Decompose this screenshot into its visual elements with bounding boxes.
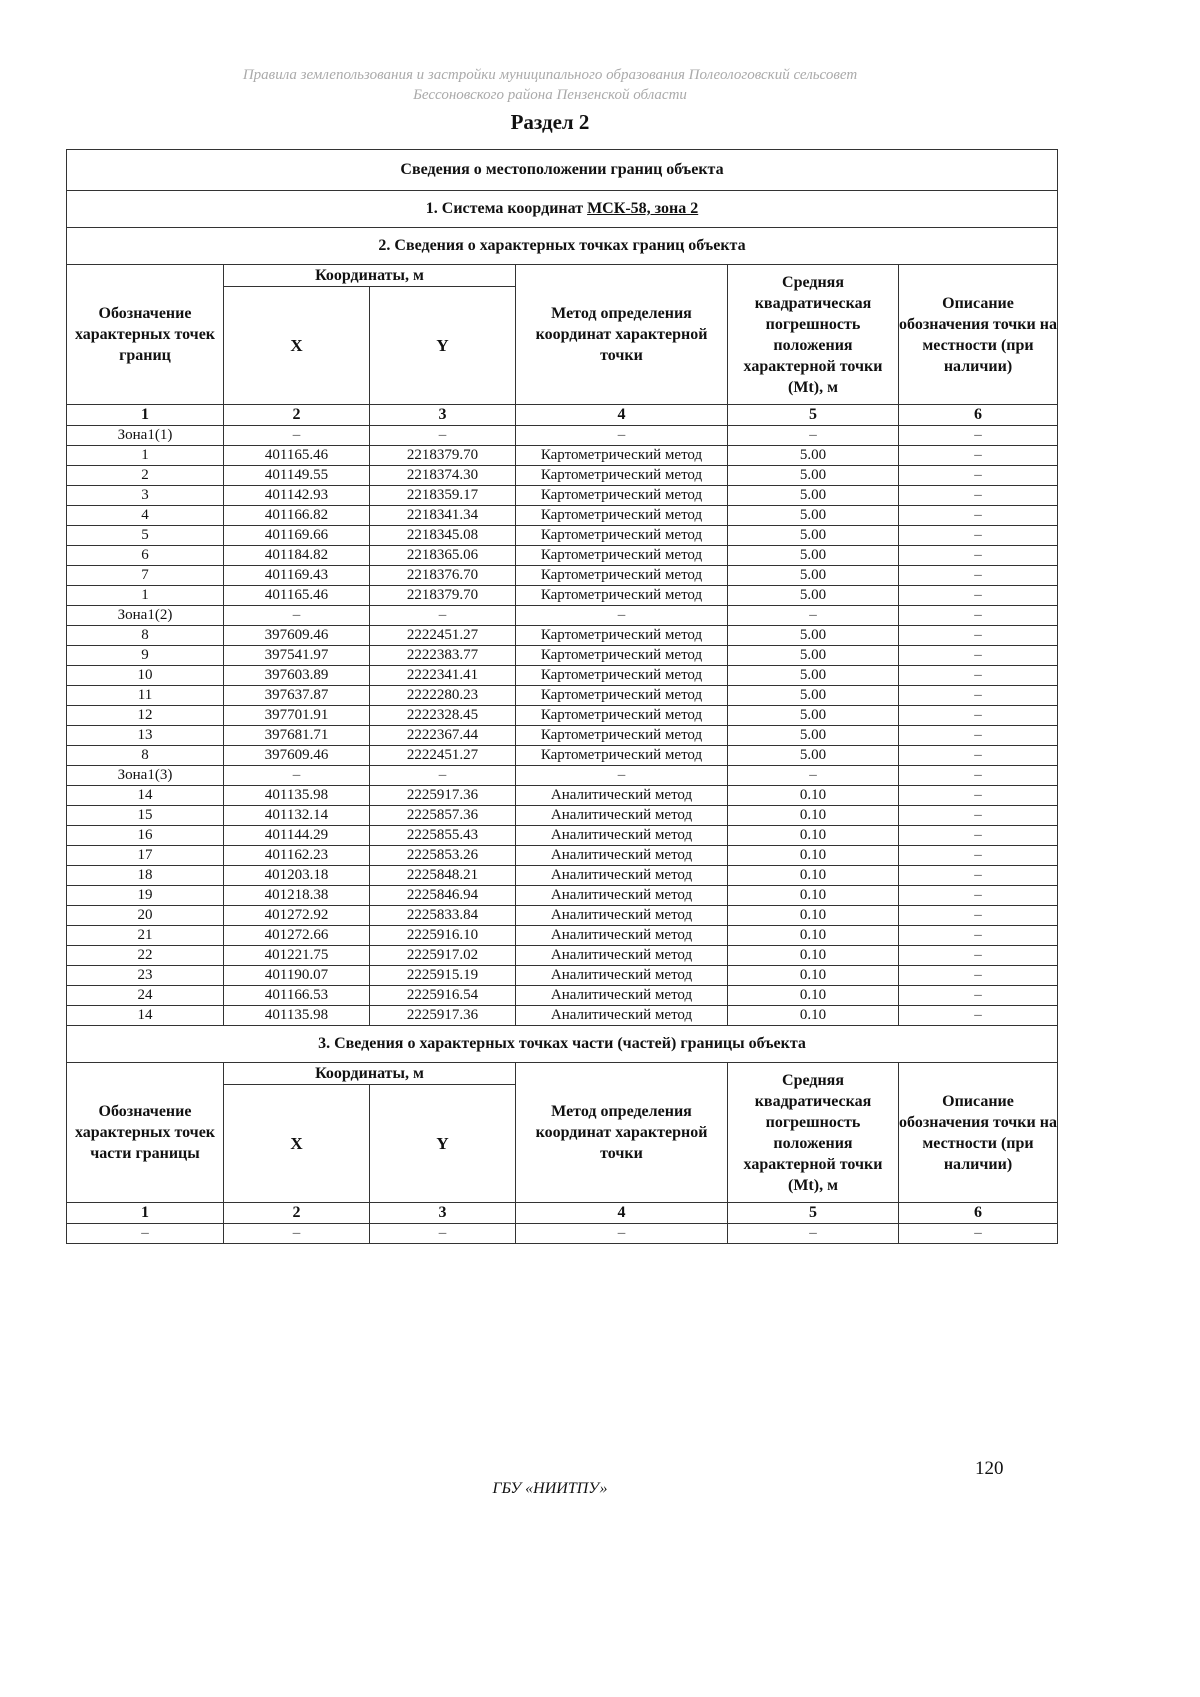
table-cell: 401169.66 [224, 526, 370, 546]
table-row [67, 746, 1058, 766]
table-cell: – [899, 526, 1058, 546]
table-cell: 5.00 [728, 746, 899, 766]
table-cell: 5.00 [728, 566, 899, 586]
table-cell: Аналитический метод [516, 966, 728, 986]
table-cell: 0.10 [728, 906, 899, 926]
table-cell: 19 [67, 886, 224, 906]
table-cell: Зона1(1) [67, 426, 224, 446]
table-cell: 8 [67, 626, 224, 646]
table-cell: 3 [67, 486, 224, 506]
table-cell: – [899, 806, 1058, 826]
table-cell: – [370, 426, 516, 446]
table-cell: – [728, 426, 899, 446]
table-cell: 2218345.08 [370, 526, 516, 546]
table-cell: Картометрический метод [516, 666, 728, 686]
table-cell: 401203.18 [224, 866, 370, 886]
table-cell: Картометрический метод [516, 466, 728, 486]
table-cell: 401165.46 [224, 446, 370, 466]
table-cell: 5.00 [728, 726, 899, 746]
table-cell: – [899, 1006, 1058, 1026]
table-cell: Картометрический метод [516, 506, 728, 526]
table-cell: 0.10 [728, 846, 899, 866]
table-cell: – [516, 426, 728, 446]
table-row [67, 826, 1058, 846]
table-row [67, 466, 1058, 486]
table-cell: Картометрический метод [516, 706, 728, 726]
table-cell: 5.00 [728, 486, 899, 506]
table-cell: 401166.82 [224, 506, 370, 526]
table-cell: Картометрический метод [516, 726, 728, 746]
section-title: Раздел 2 [510, 110, 590, 134]
col3-header-coords: Координаты, м [224, 1063, 516, 1085]
table-cell: Картометрический метод [516, 526, 728, 546]
table-cell: 2218374.30 [370, 466, 516, 486]
table-row [67, 906, 1058, 926]
table-cell: – [899, 866, 1058, 886]
table-cell: – [728, 766, 899, 786]
table-row [67, 726, 1058, 746]
table-cell: – [899, 926, 1058, 946]
table-cell: 397681.71 [224, 726, 370, 746]
col-header-y: Y [370, 287, 516, 405]
table-row [67, 566, 1058, 586]
table-cell: – [899, 506, 1058, 526]
coord-system-label: 1. Система координат [425, 200, 588, 217]
col3-header-x: X [224, 1085, 370, 1203]
table-cell: 6 [67, 546, 224, 566]
table-cell: Аналитический метод [516, 926, 728, 946]
table-cell: 397609.46 [224, 746, 370, 766]
table-cell: 23 [67, 966, 224, 986]
table-cell: – [899, 846, 1058, 866]
table-cell: 10 [67, 666, 224, 686]
column-number: 4 [516, 1203, 728, 1224]
table-row [67, 586, 1058, 606]
table-cell: 18 [67, 866, 224, 886]
table-cell: 5.00 [728, 686, 899, 706]
table-cell: 0.10 [728, 986, 899, 1006]
table-cell: 15 [67, 806, 224, 826]
table-cell: 397701.91 [224, 706, 370, 726]
table-cell: 5.00 [728, 466, 899, 486]
table-cell: 401132.14 [224, 806, 370, 826]
table-cell: – [899, 966, 1058, 986]
column-number: 3 [370, 1203, 516, 1224]
section3-title: 3. Сведения о характерных точках части (частей) границы объекта [67, 1026, 1058, 1063]
table-cell: 4 [67, 506, 224, 526]
table-cell: 2225917.02 [370, 946, 516, 966]
table-cell: 2218379.70 [370, 586, 516, 606]
table-cell: – [224, 606, 370, 626]
table-cell: 2218376.70 [370, 566, 516, 586]
column-number: 6 [899, 405, 1058, 426]
table-cell: – [899, 586, 1058, 606]
table-cell: 401218.38 [224, 886, 370, 906]
table-cell: – [899, 446, 1058, 466]
table-cell: 2225853.26 [370, 846, 516, 866]
table-cell: – [899, 546, 1058, 566]
table-cell: 5.00 [728, 706, 899, 726]
col3-header-designation: Обозначение характерных точек части границы [67, 1063, 224, 1203]
col3-header-description: Описание обозначения точки на местности (при наличии) [899, 1063, 1058, 1203]
table-cell: 401166.53 [224, 986, 370, 1006]
table-cell: – [516, 606, 728, 626]
table-cell: Картометрический метод [516, 486, 728, 506]
col3-header-y: Y [370, 1085, 516, 1203]
table-cell: 2218341.34 [370, 506, 516, 526]
table-cell: 2225915.19 [370, 966, 516, 986]
table-cell: Аналитический метод [516, 846, 728, 866]
table-cell: 397603.89 [224, 666, 370, 686]
table-cell: 0.10 [728, 826, 899, 846]
table-row [67, 546, 1058, 566]
table-cell: 397541.97 [224, 646, 370, 666]
table-cell: 397637.87 [224, 686, 370, 706]
table-cell: 11 [67, 686, 224, 706]
table-row [67, 446, 1058, 466]
table-row [67, 606, 1058, 626]
table-row [67, 506, 1058, 526]
table-cell: – [899, 786, 1058, 806]
table-cell: 2218359.17 [370, 486, 516, 506]
table-cell: 5.00 [728, 666, 899, 686]
table-cell: Картометрический метод [516, 586, 728, 606]
table-cell: Картометрический метод [516, 546, 728, 566]
table-row [67, 626, 1058, 646]
table-cell: – [899, 566, 1058, 586]
table-cell: – [370, 766, 516, 786]
table-cell: 401272.92 [224, 906, 370, 926]
table-cell: 0.10 [728, 866, 899, 886]
table-cell: 397609.46 [224, 626, 370, 646]
table-row [67, 686, 1058, 706]
table-cell: 2218379.70 [370, 446, 516, 466]
table-cell: – [899, 706, 1058, 726]
table-row [67, 1006, 1058, 1026]
table-cell: – [67, 1224, 224, 1244]
table-cell: 2225917.36 [370, 786, 516, 806]
table-cell: 401142.93 [224, 486, 370, 506]
table-cell: – [899, 686, 1058, 706]
table-cell: 2225857.36 [370, 806, 516, 826]
table-cell: 2222383.77 [370, 646, 516, 666]
table-cell: Картометрический метод [516, 566, 728, 586]
table-cell: Аналитический метод [516, 806, 728, 826]
table-row [67, 426, 1058, 446]
table-cell: Аналитический метод [516, 1006, 728, 1026]
table-cell: 2225916.54 [370, 986, 516, 1006]
table-cell: 0.10 [728, 966, 899, 986]
table-cell: 401190.07 [224, 966, 370, 986]
col-header-designation: Обозначение характерных точек границ [67, 265, 224, 405]
table-cell: – [899, 946, 1058, 966]
table-cell: 5 [67, 526, 224, 546]
column-number: 2 [224, 1203, 370, 1224]
page-number: 120 [975, 1458, 1004, 1479]
column-number: 6 [899, 1203, 1058, 1224]
table-row [67, 666, 1058, 686]
table-cell: – [370, 606, 516, 626]
coord-system-row [67, 191, 1058, 228]
table-cell: – [516, 1224, 728, 1244]
column-number: 3 [370, 405, 516, 426]
table-row [67, 846, 1058, 866]
col3-header-error: Средняя квадратическая погрешность положения характерной точки (Mt), м [728, 1063, 899, 1203]
table-row [67, 966, 1058, 986]
table-row [67, 886, 1058, 906]
table-cell: Картометрический метод [516, 446, 728, 466]
table-cell: 2222341.41 [370, 666, 516, 686]
table-cell: – [899, 766, 1058, 786]
table-cell: Аналитический метод [516, 826, 728, 846]
column-number: 2 [224, 405, 370, 426]
table-cell: – [899, 746, 1058, 766]
table-cell: Аналитический метод [516, 786, 728, 806]
table-cell: 5.00 [728, 506, 899, 526]
table-cell: – [728, 606, 899, 626]
table-cell: 0.10 [728, 926, 899, 946]
table-cell: – [899, 906, 1058, 926]
table-cell: – [899, 606, 1058, 626]
table-cell: – [224, 1224, 370, 1244]
table-cell: 14 [67, 786, 224, 806]
table-cell: 2222451.27 [370, 746, 516, 766]
table-cell: – [516, 766, 728, 786]
table-cell: – [370, 1224, 516, 1244]
column-number: 4 [516, 405, 728, 426]
table-cell: Зона1(3) [67, 766, 224, 786]
table-cell: – [899, 426, 1058, 446]
table-cell: 12 [67, 706, 224, 726]
column-number: 5 [728, 405, 899, 426]
table-cell: 2225855.43 [370, 826, 516, 846]
col-header-error: Средняя квадратическая погрешность положения характерной точки (Mt), м [728, 265, 899, 405]
table-cell: Картометрический метод [516, 646, 728, 666]
table-cell: – [899, 986, 1058, 1006]
table-row [67, 1224, 1058, 1244]
table-cell: – [899, 1224, 1058, 1244]
table-cell: 2222451.27 [370, 626, 516, 646]
table-cell: 5.00 [728, 646, 899, 666]
table-cell: 22 [67, 946, 224, 966]
table-cell: 21 [67, 926, 224, 946]
table-cell: 2222280.23 [370, 686, 516, 706]
table-cell: 24 [67, 986, 224, 1006]
section2-title: 2. Сведения о характерных точках границ объекта [67, 228, 1058, 265]
coord-system-value: МСК-58, зона 2 [587, 200, 699, 217]
col-header-method: Метод определения координат характерной точки [516, 265, 728, 405]
table-cell: – [899, 626, 1058, 646]
table-cell: 2218365.06 [370, 546, 516, 566]
table-cell: 401135.98 [224, 1006, 370, 1026]
table-cell: – [899, 486, 1058, 506]
column-number: 1 [67, 1203, 224, 1224]
table-cell: Картометрический метод [516, 626, 728, 646]
footer-organization: ГБУ «НИИТПУ» [492, 1480, 608, 1497]
column-number: 5 [728, 1203, 899, 1224]
column-number: 1 [67, 405, 224, 426]
table-cell: 8 [67, 746, 224, 766]
table-cell: 16 [67, 826, 224, 846]
table-row [67, 866, 1058, 886]
boundary-table [66, 149, 1058, 1244]
table-cell: 0.10 [728, 806, 899, 826]
table-cell: 2222367.44 [370, 726, 516, 746]
table-cell: 401135.98 [224, 786, 370, 806]
table-cell: 0.10 [728, 886, 899, 906]
table-cell: 1 [67, 586, 224, 606]
table-cell: – [899, 666, 1058, 686]
table-cell: 2225916.10 [370, 926, 516, 946]
table-cell: 5.00 [728, 586, 899, 606]
table-cell: 401169.43 [224, 566, 370, 586]
table-cell: 401272.66 [224, 926, 370, 946]
table-row [67, 806, 1058, 826]
table-cell: 0.10 [728, 1006, 899, 1026]
table-cell: 2225917.36 [370, 1006, 516, 1026]
table-cell: 5.00 [728, 546, 899, 566]
table-row [67, 946, 1058, 966]
table-cell: 2225833.84 [370, 906, 516, 926]
table-cell: Картометрический метод [516, 686, 728, 706]
table-row [67, 526, 1058, 546]
table-cell: Аналитический метод [516, 906, 728, 926]
col3-header-method: Метод определения координат характерной точки [516, 1063, 728, 1203]
column-number-row [67, 405, 1058, 426]
table-cell: Аналитический метод [516, 986, 728, 1006]
table-cell: – [224, 426, 370, 446]
table-cell: – [728, 1224, 899, 1244]
table-cell: 401221.75 [224, 946, 370, 966]
table-cell: 5.00 [728, 626, 899, 646]
table-cell: Аналитический метод [516, 946, 728, 966]
table-cell: – [899, 886, 1058, 906]
table-cell: – [899, 726, 1058, 746]
table-row [67, 766, 1058, 786]
table-cell: 0.10 [728, 946, 899, 966]
col-header-description: Описание обозначения точки на местности (при наличии) [899, 265, 1058, 405]
table-cell: Картометрический метод [516, 746, 728, 766]
table-cell: 2225848.21 [370, 866, 516, 886]
table-cell: 401144.29 [224, 826, 370, 846]
table-cell: 17 [67, 846, 224, 866]
table-cell: 13 [67, 726, 224, 746]
table-cell: – [899, 646, 1058, 666]
column-number-row-3 [67, 1203, 1058, 1224]
table-cell: 7 [67, 566, 224, 586]
table-cell: 9 [67, 646, 224, 666]
col-header-coords: Координаты, м [224, 265, 516, 287]
running-header-line-1: Правила землепользования и застройки муниципального образования Полеологовский сельсовет [242, 67, 858, 83]
table-cell: – [899, 466, 1058, 486]
table-cell: 2225846.94 [370, 886, 516, 906]
table-cell: 2 [67, 466, 224, 486]
table-cell: 401184.82 [224, 546, 370, 566]
running-header-line-2: Бессоновского района Пензенской области [413, 87, 687, 103]
col-header-x: X [224, 287, 370, 405]
table-cell: 20 [67, 906, 224, 926]
table-cell: 401149.55 [224, 466, 370, 486]
table-row [67, 786, 1058, 806]
table-cell: 401162.23 [224, 846, 370, 866]
table-cell: 5.00 [728, 446, 899, 466]
table-cell: 5.00 [728, 526, 899, 546]
table-title: Сведения о местоположении границ объекта [67, 150, 1058, 191]
table-row [67, 926, 1058, 946]
table-cell: 0.10 [728, 786, 899, 806]
table-row [67, 486, 1058, 506]
table-cell: – [224, 766, 370, 786]
table-cell: 1 [67, 446, 224, 466]
table-row [67, 646, 1058, 666]
table-cell: 14 [67, 1006, 224, 1026]
table-cell: – [899, 826, 1058, 846]
table-row [67, 706, 1058, 726]
table-cell: Аналитический метод [516, 866, 728, 886]
table-cell: Зона1(2) [67, 606, 224, 626]
table-row [67, 986, 1058, 1006]
table-cell: 401165.46 [224, 586, 370, 606]
table-cell: 2222328.45 [370, 706, 516, 726]
table-cell: Аналитический метод [516, 886, 728, 906]
